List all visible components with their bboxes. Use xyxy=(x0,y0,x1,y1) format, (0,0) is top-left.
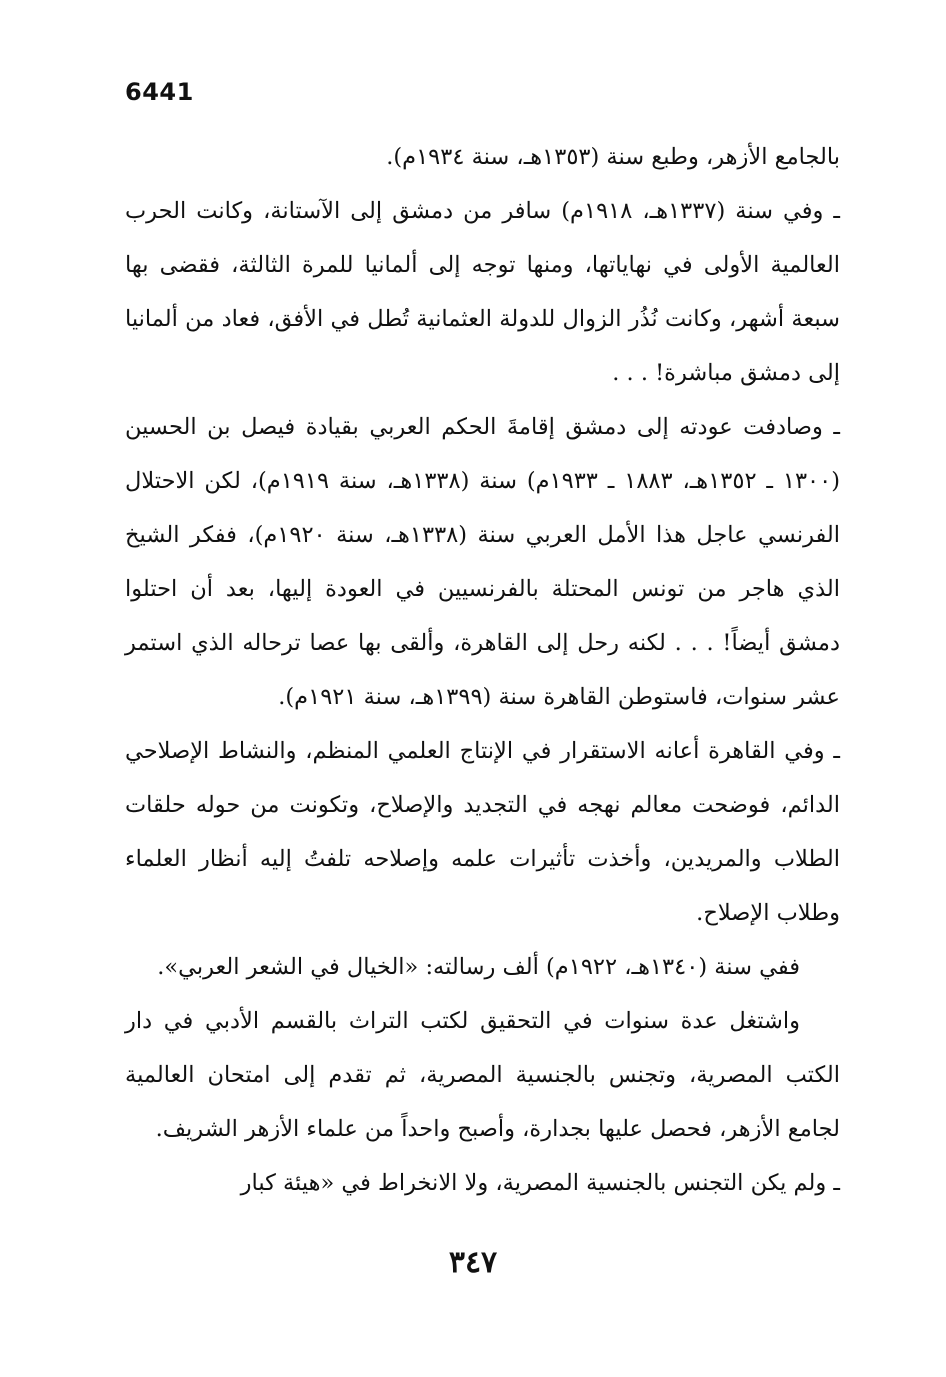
footer-page-number: ٣٤٧ xyxy=(448,1245,498,1280)
paragraph-2: ـ وفي سنة (١٣٣٧هـ، ١٩١٨م) سافر من دمشق إلى الآستانة، وكانت الحرب العالمية الأولى في نهاياتها، ومنها توجه إلى ألمانيا للمرة الثالثة، فقضى بها سبعة أشهر، وكانت نُذُر الزوال للدولة العثمانية تُطل في الأفق، فعاد من ألمانيا إلى دمشق مباشرة! . . . xyxy=(125,198,840,386)
paragraph-7: ـ ولم يكن التجنس بالجنسية المصرية، ولا الانخراط في «هيئة كبار xyxy=(240,1170,840,1196)
paragraph-4: ـ وفي القاهرة أعانه الاستقرار في الإنتاج العلمي المنظم، والنشاط الإصلاحي الدائم، فوضحت معالم نهجه في التجديد والإصلاح، وتكونت من حوله حلقات الطلاب والمريدين، وأخذت تأثيرات علمه وإصلاحه تلفتُ إليه أنظار العلماء وطلاب الإصلاح. xyxy=(125,738,840,926)
paragraph-1: بالجامع الأزهر، وطبع سنة (١٣٥٣هـ، سنة ١٩٣٤م). xyxy=(386,144,840,170)
paragraph-5: ففي سنة (١٣٤٠هـ، ١٩٢٢م) ألف رسالته: «الخيال في الشعر العربي». xyxy=(157,954,800,980)
paragraph-3: ـ وصادفت عودته إلى دمشق إقامةَ الحكم العربي بقيادة فيصل بن الحسين (١٣٠٠ ـ ١٣٥٢هـ، ١٨٨٣ ـ ١٩٣٣م) سنة (١٣٣٨هـ، سنة ١٩١٩م)، لكن الاحتلال الفرنسي عاجل هذا الأمل العربي سنة (١٣٣٨هـ، سنة ١٩٢٠م)، ففكر الشيخ الذي هاجر من تونس المحتلة بالفرنسيين في العودة إليها، بعد أن احتلوا دمشق أيضاً! . . . لكنه رحل إلى القاهرة، وألقى بها عصا ترحاله الذي استمر عشر سنوات، فاستوطن القاهرة سنة (١٣٩٩هـ، سنة ١٩٢١م). xyxy=(125,414,841,710)
body-text xyxy=(125,130,840,1210)
header-page-number: 6441 xyxy=(125,78,194,106)
paragraph-6: واشتغل عدة سنوات في التحقيق لكتب التراث بالقسم الأدبي في دار الكتب المصرية، وتجنس بالجنسية المصرية، ثم تقدم إلى امتحان العالمية لجامع الأزهر، فحصل عليها بجدارة، وأصبح واحداً من علماء الأزهر الشريف. xyxy=(125,1008,840,1142)
